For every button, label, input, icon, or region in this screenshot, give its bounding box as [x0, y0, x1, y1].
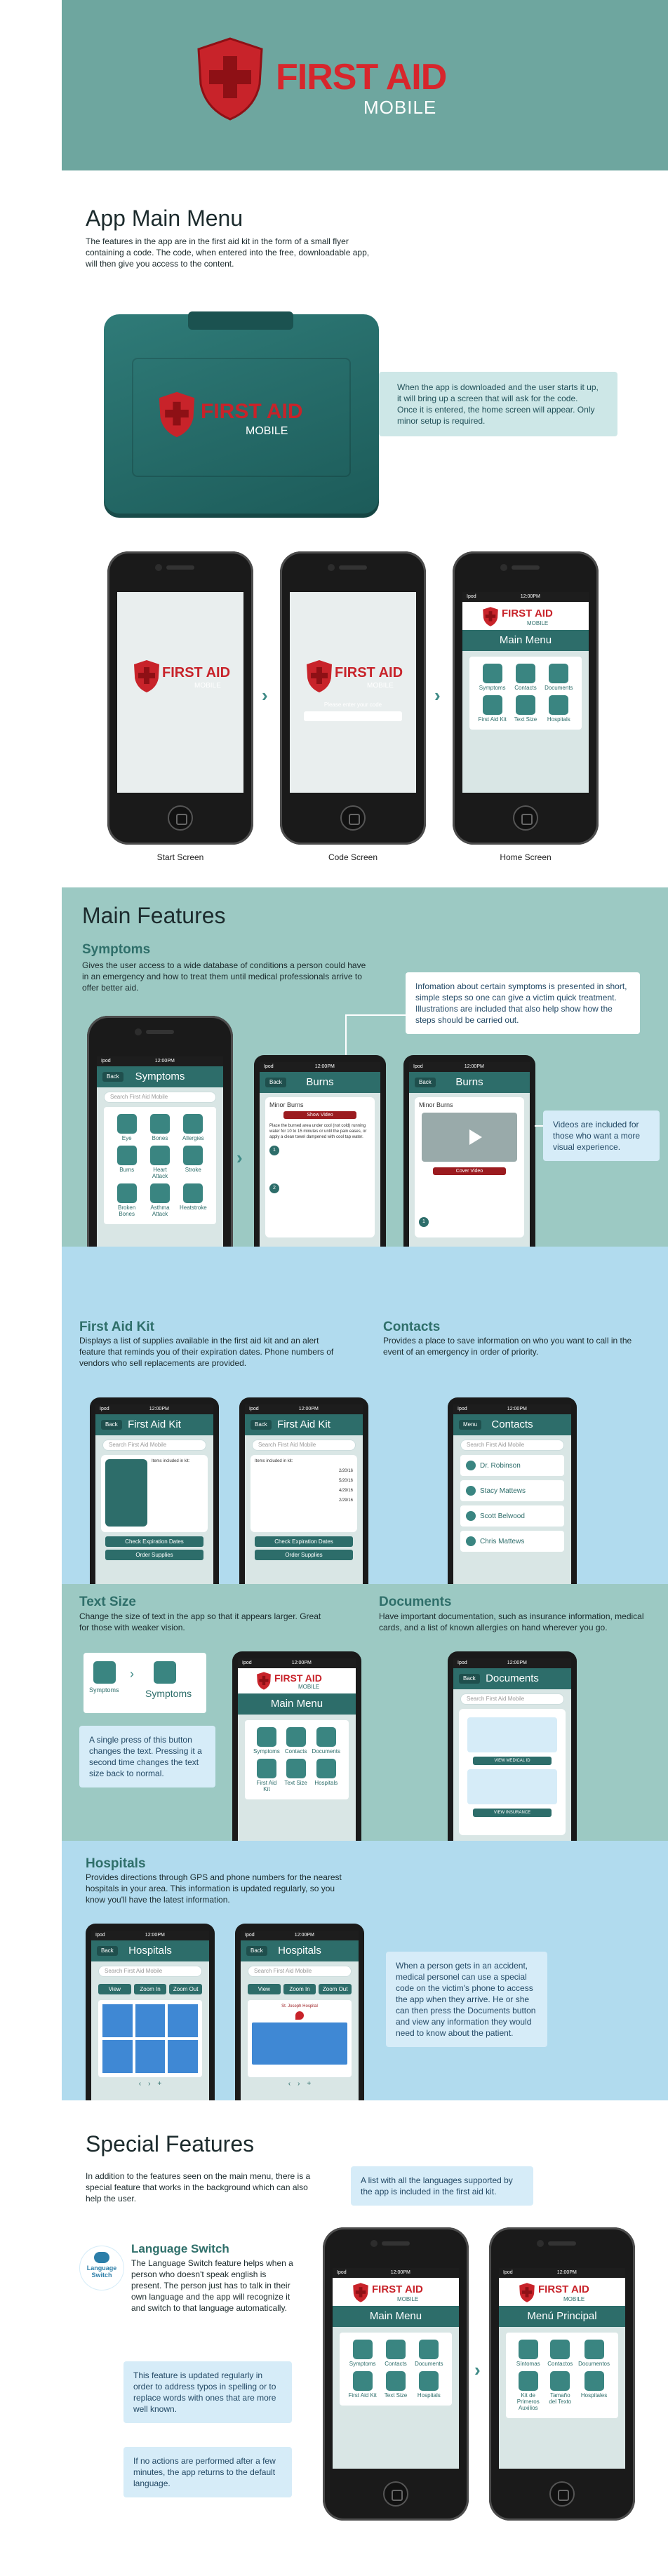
person-icon — [466, 1486, 476, 1496]
search-input[interactable]: Search First Aid Mobile — [248, 1966, 352, 1977]
expiry-date: 4/29/16 — [338, 1489, 353, 1493]
tile-broken-bones[interactable]: Broken Bones — [112, 1183, 141, 1217]
expiry-date: 2/20/16 — [338, 1469, 353, 1473]
tile-asthma[interactable]: Asthma Attack — [145, 1183, 174, 1217]
burns-header-2: Back Burns — [409, 1072, 530, 1093]
kit-items-title: Items included in kit: — [152, 1459, 190, 1463]
symptoms-icon-large — [154, 1661, 176, 1684]
caption-start: Start Screen — [156, 852, 204, 862]
cover-video-button[interactable]: Cover Video — [433, 1167, 506, 1175]
first-aid-case — [104, 314, 379, 518]
back-button[interactable]: Back — [250, 1420, 272, 1430]
case-subtitle: MOBILE — [246, 425, 288, 437]
tile-documents[interactable]: Documents — [415, 2340, 443, 2367]
textsize-phone — [232, 1651, 361, 1841]
download-note: When the app is downloaded and the user starts it up, it will bring up a screen that will ask for the code. Once it is entered, the home screen will appear. Only minor setup is required. — [379, 372, 617, 436]
contact-row[interactable]: Scott Belwood — [460, 1505, 564, 1527]
person-icon — [466, 1536, 476, 1546]
burns-card — [265, 1097, 375, 1237]
hospitals-header: Back Hospitals — [91, 1940, 209, 1961]
tile-burns[interactable]: Burns — [112, 1146, 141, 1179]
tile-allergies[interactable]: Allergies — [179, 1114, 208, 1141]
revert-note: If no actions are performed after a few minutes, the app returns to the default language. — [123, 2447, 292, 2497]
connector-line — [345, 1014, 347, 1055]
home-logo — [462, 602, 589, 630]
map-nav — [91, 2080, 209, 2088]
map-block — [252, 2022, 347, 2065]
burns-header: Back Burns — [260, 1072, 380, 1093]
chevron-right-icon: › — [474, 2359, 481, 2380]
tile-symptoms[interactable]: Symptoms — [478, 664, 507, 691]
tile-hospitals[interactable]: Hospitals — [545, 695, 573, 723]
caption-home: Home Screen — [500, 852, 552, 862]
person-icon — [466, 1461, 476, 1470]
person-icon — [466, 1511, 476, 1521]
chevron-left-icon[interactable]: ‹ — [138, 2080, 142, 2088]
hospitals-phone-1 — [86, 1924, 215, 2100]
kit-phone-1 — [90, 1397, 219, 1584]
hospitals-screen-2: Ipod 12:00PM Back Hospitals Search First Aid Mobile View Zoom In Zoom Out St. Joseph Hospital ‹ › + — [241, 1931, 359, 2100]
view-insurance-button[interactable]: VIEW INSURANCE — [473, 1809, 552, 1817]
contacts-phone — [448, 1397, 577, 1584]
tile-first-aid-kit[interactable]: First Aid Kit — [348, 2371, 377, 2399]
special-features-title: Special Features — [86, 2131, 255, 2156]
insurance-card — [467, 1769, 557, 1804]
burns-screen-2: Ipod 12:00PM Back Burns Minor Burns Cover Video 1 — [409, 1062, 530, 1247]
back-button[interactable]: Back — [265, 1078, 286, 1087]
home-button[interactable] — [549, 2481, 575, 2507]
language-switch-heading: Language Switch — [131, 2242, 229, 2255]
text-size-demo — [84, 1653, 206, 1713]
contacts-header: Menu Contacts — [453, 1414, 571, 1435]
view-button[interactable]: View — [98, 1984, 131, 1994]
tile-symptoms[interactable]: Symptoms — [348, 2340, 377, 2367]
kit-expiry-card — [250, 1455, 357, 1532]
contact-row[interactable]: Dr. Robinson — [460, 1455, 564, 1476]
code-prompt: Please enter your code — [323, 702, 382, 708]
logo-title: FIRST AID — [276, 57, 447, 98]
home-tiles — [469, 657, 582, 730]
language-list-note: A list with all the languages supported by the app is included in the first aid kit. — [351, 2166, 533, 2206]
kit-screen-2: Ipod 12:00PM Back First Aid Kit Search First Aid Mobile Items included in kit: 2/20/16 5/20/16 4/29/16 2/29/16 Check Expiration Dates Order Supplies — [245, 1404, 363, 1584]
search-input[interactable]: Search First Aid Mobile — [102, 1440, 206, 1451]
start-screen — [117, 592, 243, 793]
check-expiration-button[interactable]: Check Expiration Dates — [105, 1536, 203, 1547]
search-input[interactable]: Search First Aid Mobile — [104, 1092, 216, 1103]
phone-start-screen — [107, 551, 253, 845]
kit-phone-2 — [239, 1397, 368, 1584]
phone-spanish-menu — [489, 2227, 635, 2521]
status-bar: Ipod 12:00PM — [97, 1056, 223, 1066]
show-video-button[interactable]: Show Video — [283, 1111, 356, 1119]
documents-header: Back Documents — [453, 1668, 571, 1689]
case-label-panel — [132, 358, 351, 477]
home-shield-icon — [482, 606, 499, 627]
spanish-menu-header: Menú Principal — [499, 2306, 625, 2327]
kit-card — [101, 1455, 208, 1532]
hospitals-phone-2 — [235, 1924, 364, 2100]
expiry-date: 5/20/16 — [338, 1479, 353, 1483]
search-input[interactable]: Search First Aid Mobile — [252, 1440, 356, 1451]
contact-row[interactable]: Stacy Mattews — [460, 1480, 564, 1501]
tile-tamano[interactable]: Tamaño del Texto — [547, 2371, 575, 2411]
contacts-text: Provides a place to save information on who you want to call in the event of an emergency in order of priority. — [383, 1336, 632, 1357]
tile-eye[interactable]: Eye — [112, 1114, 141, 1141]
map-controls-2 — [241, 1981, 359, 1997]
tile-documents[interactable]: Documents — [545, 664, 573, 691]
documents-text: Have important documentation, such as insurance information, medical cards, and a list of known allergies on hand wherever you go. — [379, 1611, 644, 1632]
documents-heading: Documents — [379, 1595, 452, 1609]
chevron-right-icon[interactable]: › — [298, 2080, 300, 2088]
shield-icon — [519, 2282, 535, 2303]
minor-burns-label: Minor Burns — [269, 1101, 304, 1108]
language-switch-text: The Language Switch feature helps when a person who doesn't speak english is present. The person just has to talk in their own language and the app will recognize it and switch to that language automatically. — [131, 2258, 293, 2313]
home-button[interactable] — [383, 2481, 408, 2507]
spanish-menu-screen: Ipod 12:00PM FIRST AID MOBILE Menú Principal Síntomas Contactos Documentos Kit de Primeros Auxilios Tamaño del Texto Hospitales — [499, 2268, 625, 2469]
tile-documentos[interactable]: Documentos — [578, 2340, 610, 2367]
step-number: 1 — [419, 1217, 429, 1227]
search-input[interactable]: Search First Aid Mobile — [98, 1966, 202, 1977]
back-button[interactable]: Back — [246, 1946, 267, 1956]
medical-id-card — [467, 1717, 557, 1752]
documents-phone — [448, 1651, 577, 1841]
hero-banner — [62, 0, 668, 170]
contact-row[interactable]: Chris Mattews — [460, 1531, 564, 1552]
burns-phone-2 — [403, 1055, 535, 1247]
minor-burns-label-2: Minor Burns — [419, 1101, 453, 1108]
tile-contacts[interactable]: Contacts — [284, 1727, 308, 1755]
chevron-left-icon[interactable]: ‹ — [288, 2080, 291, 2088]
home-screen — [462, 592, 589, 793]
textsize-logo: FIRST AID MOBILE — [238, 1668, 356, 1693]
kit-items-title-2: Items included in kit: — [255, 1459, 293, 1463]
textsize-screen: Ipod 12:00PM FIRST AID MOBILE Main Menu Symptoms Contacts Documents First Aid Kit Text Size Hospitals — [238, 1658, 356, 1841]
main-menu-header: Main Menu — [462, 630, 589, 651]
kit-header-2: Back First Aid Kit — [245, 1414, 363, 1435]
menu-button[interactable]: Menu — [459, 1420, 481, 1430]
code-logo-title: FIRST AID — [335, 665, 403, 680]
special-intro: In addition to the features seen on the main menu, there is a special feature that works in the background which can also help the user. — [86, 2171, 311, 2203]
zoom-in-button[interactable]: Zoom In — [283, 1984, 316, 1994]
chevron-right-icon: › — [262, 685, 268, 706]
tile-heatstroke[interactable]: Heatstroke — [179, 1183, 208, 1217]
text-size-note: A single press of this button changes the text. Pressing it a second time changes the text size back to normal. — [79, 1726, 215, 1787]
tile-documents[interactable]: Documents — [312, 1727, 340, 1755]
burns-screen-1: Ipod 12:00PM Back Burns Minor Burns Show Video Place the burned area under cool (not cold) running water for 10 to 15 minutes or until the pain eases, or apply a clean towel dampened with cool tap water. 1 2 — [260, 1062, 380, 1247]
home-button[interactable] — [168, 805, 193, 831]
play-icon[interactable] — [469, 1129, 482, 1145]
start-logo-title: FIRST AID — [162, 665, 231, 680]
english-menu-header: Main Menu — [333, 2306, 459, 2327]
spanish-logo: FIRST AID MOBILE — [499, 2278, 625, 2306]
tile-hospitals[interactable]: Hospitals — [312, 1759, 340, 1792]
code-input[interactable] — [304, 711, 402, 721]
plus-icon[interactable]: + — [307, 2080, 312, 2088]
connector-line-h — [345, 1014, 406, 1016]
home-button[interactable] — [340, 805, 366, 831]
symptom-tiles — [104, 1107, 216, 1224]
tile-text-size[interactable]: Text Size — [511, 695, 540, 723]
tile-contactos[interactable]: Contactos — [547, 2340, 575, 2367]
symptoms-icon-small — [93, 1661, 116, 1684]
tile-text-size[interactable]: Text Size — [381, 2371, 410, 2399]
map-pin-icon[interactable] — [295, 2011, 304, 2020]
case-title: FIRST AID — [201, 400, 303, 423]
tile-first-aid-kit[interactable]: First Aid Kit — [478, 695, 507, 723]
video-player[interactable] — [422, 1113, 517, 1162]
first-aid-kit-text: Displays a list of supplies available in the first aid kit and an alert feature that reminds you of their expiration dates. Phone numbers of vendors who sell replacements are provided. — [79, 1336, 334, 1368]
step-number: 1 — [269, 1146, 279, 1155]
back-button[interactable]: Back — [459, 1674, 480, 1684]
carrier: Ipod — [467, 594, 476, 599]
video-connector — [535, 1125, 543, 1127]
contacts-screen: Ipod 12:00PM Menu Contacts Search First Aid Mobile Dr. Robinson Stacy Mattews Scott Belwood Chris Mattews — [453, 1404, 571, 1584]
symptoms-info-note: Infomation about certain symptoms is presented in short, simple steps so one can give a victim quick treatment. Illustrations are included that also help show how the steps should be carried out. — [406, 972, 640, 1034]
shield-icon — [195, 35, 265, 123]
tile-contacts[interactable]: Contacts — [381, 2340, 410, 2367]
phone-home-screen — [453, 551, 599, 845]
shield-icon — [256, 1671, 272, 1691]
status-bar — [462, 592, 589, 602]
tile-hospitals[interactable]: Hospitals — [415, 2371, 443, 2399]
large-label: Symptoms — [145, 1688, 192, 1699]
logo-subtitle: MOBILE — [363, 97, 437, 118]
main-features-title: Main Features — [82, 903, 226, 928]
chevron-right-icon: › — [130, 1667, 134, 1681]
back-button[interactable]: Back — [97, 1946, 118, 1956]
kit-image — [105, 1459, 147, 1527]
text-size-text: Change the size of text in the app so that it appears larger. Great for those with weaker vision. — [79, 1611, 321, 1632]
order-supplies-button[interactable]: Order Supplies — [105, 1550, 203, 1560]
order-supplies-button[interactable]: Order Supplies — [255, 1550, 353, 1560]
tile-first-aid-kit[interactable]: First Aid Kit — [253, 1759, 280, 1792]
step-1-text: Place the burned area under cool (not cold) running water for 10 to 15 minutes or until the pain eases, or apply a clean towel dampened with cool tap water. — [269, 1124, 367, 1139]
case-handle — [188, 311, 293, 330]
tile-kit[interactable]: Kit de Primeros Auxilios — [514, 2371, 542, 2411]
language-switch-icon-label: Language Switch — [86, 2265, 117, 2279]
symptoms-text: Gives the user access to a wide database of conditions a person could have in an emergency and how to treat them until medical professionals arrive to offer better aid. — [82, 960, 366, 993]
tile-hospitales[interactable]: Hospitales — [578, 2371, 610, 2411]
english-menu-screen: Ipod 12:00PM FIRST AID MOBILE Main Menu Symptoms Contacts Documents First Aid Kit Text Size Hospitals — [333, 2268, 459, 2469]
expiry-date: 2/29/16 — [338, 1498, 353, 1503]
speech-bubble-icon — [94, 2252, 109, 2263]
tile-stroke[interactable]: Stroke — [179, 1146, 208, 1179]
hospitals-screen-1: Ipod 12:00PM Back Hospitals Search First Aid Mobile View Zoom In Zoom Out ‹ › + — [91, 1931, 209, 2100]
time: 12:00PM — [520, 594, 540, 599]
zoom-out-button[interactable]: Zoom Out — [169, 1984, 202, 1994]
tile-heart-attack[interactable]: Heart Attack — [145, 1146, 174, 1179]
back-button[interactable]: Back — [101, 1420, 122, 1430]
tile-bones[interactable]: Bones — [145, 1114, 174, 1141]
kit-header: Back First Aid Kit — [95, 1414, 213, 1435]
hospital-pin-label: St. Joseph Hospital — [281, 2004, 318, 2008]
chevron-right-icon: › — [236, 1147, 243, 1168]
tile-text-size[interactable]: Text Size — [284, 1759, 308, 1792]
code-screen — [290, 592, 416, 793]
tile-symptoms[interactable]: Symptoms — [253, 1727, 280, 1755]
hospitals-header-2: Back Hospitals — [241, 1940, 359, 1961]
map-zoomed[interactable] — [248, 2000, 352, 2077]
start-logo-sub: MOBILE — [194, 682, 221, 690]
chevron-right-icon: › — [434, 685, 441, 706]
zoom-out-button[interactable]: Zoom Out — [319, 1984, 352, 1994]
home-button[interactable] — [513, 805, 538, 831]
spanish-tiles — [506, 2333, 618, 2418]
textsize-tiles — [245, 1720, 349, 1799]
search-input[interactable]: Search First Aid Mobile — [460, 1693, 564, 1705]
burns-phone-1 — [254, 1055, 386, 1247]
main-menu-title: App Main Menu — [86, 206, 243, 231]
language-switch-icon — [80, 2246, 123, 2290]
hospitals-text: Provides directions through GPS and phone numbers for the nearest hospitals in your area. This information is updated regularly, so you know you'll have the latest information. — [86, 1872, 342, 1905]
small-label: Symptoms — [89, 1686, 119, 1693]
documents-card — [459, 1709, 566, 1835]
hospitals-heading: Hospitals — [86, 1856, 146, 1871]
phone-english-menu — [323, 2227, 469, 2521]
hospitals-note: When a person gets in an accident, medical personel can use a special code on the victim's phone to access the app when they arrive. He or she can then press the Documents button and view any information they would need to know about the patient. — [386, 1952, 547, 2047]
code-logo-sub: MOBILE — [367, 682, 394, 690]
english-logo: FIRST AID MOBILE — [333, 2278, 459, 2306]
map-view[interactable] — [98, 2000, 202, 2077]
case-shield-icon — [157, 390, 196, 439]
tile-sintomas[interactable]: Síntomas — [514, 2340, 542, 2367]
view-button[interactable]: View — [248, 1984, 281, 1994]
kit-screen-1: Ipod 12:00PM Back First Aid Kit Search First Aid Mobile Items included in kit: Check Expiration Dates Order Supplies — [95, 1404, 213, 1584]
plus-icon[interactable]: + — [157, 2080, 162, 2088]
caption-code: Code Screen — [328, 852, 378, 862]
english-tiles — [340, 2333, 452, 2406]
home-logo-sub: MOBILE — [527, 620, 549, 626]
home-logo-title: FIRST AID — [502, 608, 553, 619]
burns-video-card — [415, 1097, 524, 1237]
update-note: This feature is updated regularly in order to address typos in spelling or to replace words with ones that are more well known. — [123, 2361, 292, 2423]
view-medical-id-button[interactable]: VIEW MEDICAL ID — [473, 1757, 552, 1765]
shield-icon — [352, 2282, 369, 2303]
back-button[interactable]: Back — [415, 1078, 436, 1087]
video-note: Videos are included for those who want a more visual experience. — [543, 1111, 660, 1161]
back-button[interactable]: Back — [102, 1072, 123, 1082]
step-number: 2 — [269, 1183, 279, 1193]
symptoms-screen — [97, 1056, 223, 1257]
text-size-heading: Text Size — [79, 1595, 136, 1609]
symptoms-header: Back Symptoms — [97, 1066, 223, 1087]
map-controls — [91, 1981, 209, 1997]
check-expiration-button[interactable]: Check Expiration Dates — [255, 1536, 353, 1547]
main-menu-intro: The features in the app are in the first aid kit in the form of a small flyer containing a code. The code, when entered into the free, downloadable app, will then give you access to the content. — [86, 236, 370, 269]
symptoms-heading: Symptoms — [82, 942, 151, 957]
phone-code-screen — [280, 551, 426, 845]
documents-screen: Ipod 12:00PM Back Documents Search First Aid Mobile VIEW MEDICAL ID VIEW INSURANCE — [453, 1658, 571, 1841]
search-input[interactable]: Search First Aid Mobile — [460, 1440, 564, 1451]
textsize-menu-header: Main Menu — [238, 1693, 356, 1715]
contacts-heading: Contacts — [383, 1320, 441, 1334]
first-aid-kit-heading: First Aid Kit — [79, 1320, 154, 1334]
start-shield-icon — [133, 659, 161, 694]
zoom-in-button[interactable]: Zoom In — [134, 1984, 167, 1994]
code-shield-icon — [305, 659, 333, 694]
chevron-right-icon[interactable]: › — [148, 2080, 151, 2088]
map-nav-2 — [241, 2080, 359, 2088]
tile-contacts[interactable]: Contacts — [511, 664, 540, 691]
